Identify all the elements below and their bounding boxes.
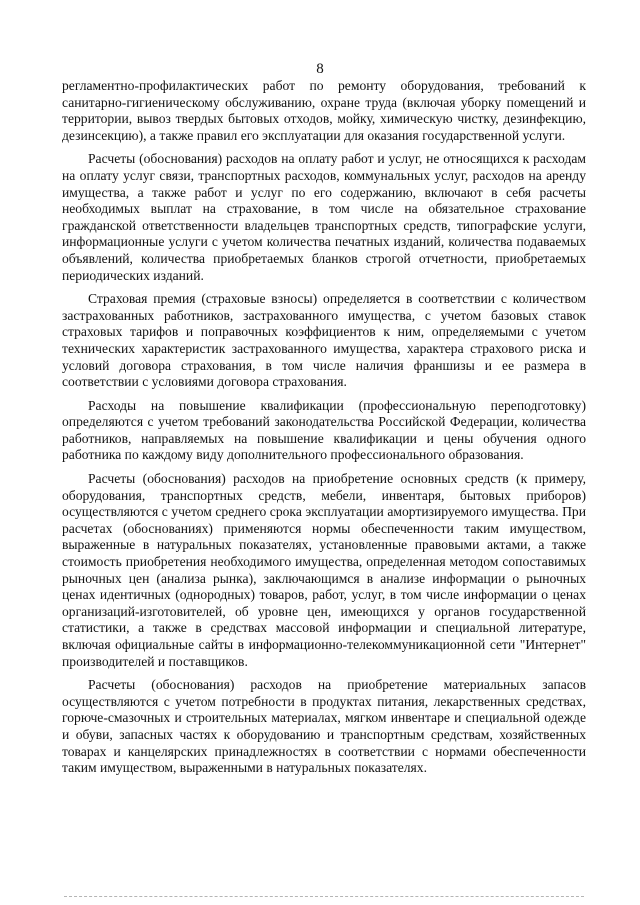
page-number: 8 [316,61,324,77]
paragraph-qualification: Расходы на повышение квалификации (профессиональную переподготовку) определяются с учетом требований законодательства Российской Федерации, количества работников, направляемых на повышение квалификации и цены обучения одного работника по каждому виду дополнительного профессионального образования. [62,397,586,463]
paragraph-fixed-assets: Расчеты (обоснования) расходов на приобретение основных средств (к примеру, оборудования, транспортных средств, мебели, инвентаря, бытовых приборов) осуществляются с учетом среднего срока эксплуатации амортизируемого имущества. При расчетах (обоснованиях) применяются нормы обеспеченности таким имуществом, выраженные в натуральных показателях, установленные правовыми актами, а также стоимость приобретения необходимого имущества, определенная методом сопоставимых рыночных цен (анализа рынка), заключающимся в анализе информации о рыночных ценах идентичных (однородных) товаров, работ, услуг, в том числе информации о ценах организаций-изготовителей, об уровне цен, имеющихся у органов государственной статистики, а также в средствах массовой информации и специальной литературе, включая официальные сайты в информационно-телекоммуникационной сети "Интернет" производителей и поставщиков. [62,471,586,669]
paragraph-equipment-maintenance: регламентно-профилактических работ по ремонту оборудования, требований к санитарно-гигиеническому обслуживанию, охране труда (включая уборку помещений и территории, вывоз твердых бытовых отходов, мойку, химическую чистку, дезинфекцию, дезинсекцию), а также правил его эксплуатации для оказания государственной услуги. [62,78,586,143]
scan-edge-line [64,896,584,897]
paragraph-material-stocks: Расчеты (обоснования) расходов на приобретение материальных запасов осуществляются с учетом потребности в продуктах питания, лекарственных средствах, горюче-смазочных и строительных материалах, мягком инвентаре и специальной одежде и обуви, запасных частях к оборудованию и транспортным средствам, хозяйственных товарах и канцелярских принадлежностях в соответствии с нормами обеспеченности таким имуществом, выраженными в натуральных показателях. [62,677,586,776]
document-body [62,78,586,784]
paragraph-works-services: Расчеты (обоснования) расходов на оплату работ и услуг, не относящихся к расходам на оплату услуг связи, транспортных расходов, коммунальных услуг, расходов на аренду имущества, а также работ и услуг по его содержанию, включают в себя расчеты необходимых выплат на страхование, в том числе на обязательное страхование гражданской ответственности владельцев транспортных средств, типографские услуги, информационные услуги с учетом количества печатных изданий, количества подаваемых объявлений, количества приобретаемых бланков строгой отчетности, приобретаемых периодических изданий. [62,151,586,283]
paragraph-insurance-premium: Страховая премия (страховые взносы) определяется в соответствии с количеством застрахованных работников, застрахованного имущества, с учетом базовых ставок страховых тарифов и поправочных коэффициентов к ним, определяемыми с учетом технических характеристик застрахованного имущества, характера страхового риска и условий договора страхования, в том числе наличия франшизы и ее размера в соответствии с условиями договора страхования. [62,291,586,390]
